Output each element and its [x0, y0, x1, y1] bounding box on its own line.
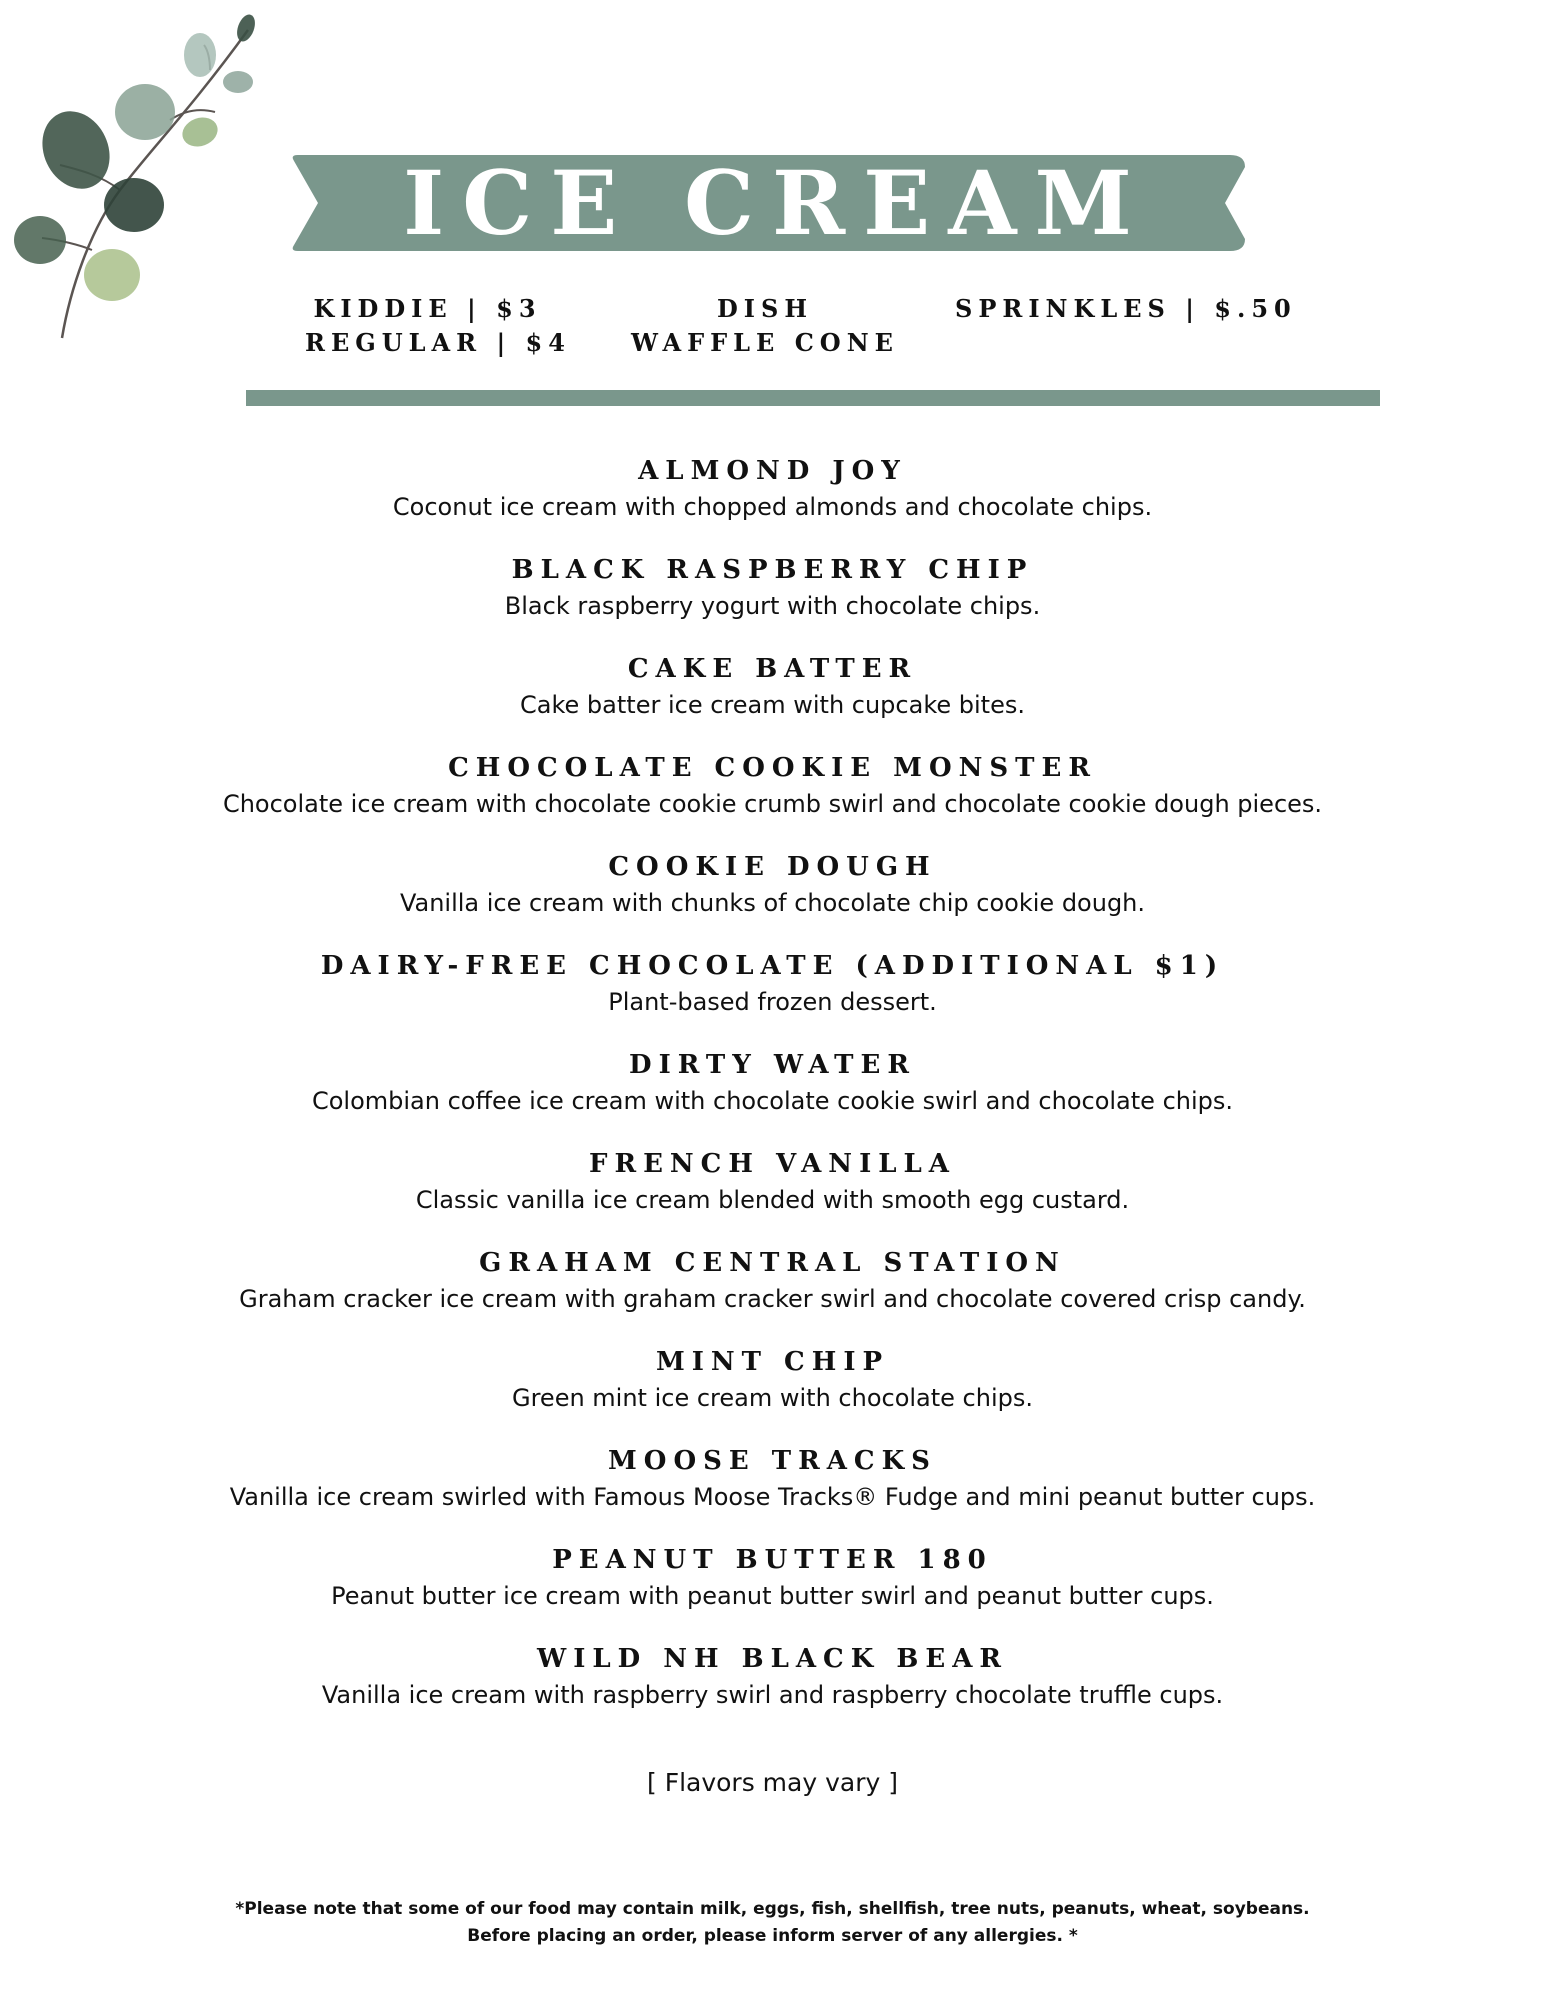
extra-prices: [955, 292, 1297, 326]
flavor-description: Chocolate ice cream with chocolate cookie crumb swirl and chocolate cookie dough pieces.: [222, 790, 1323, 818]
list-item: [150, 1343, 1395, 1442]
flavor-description: Black raspberry yogurt with chocolate chips.: [504, 592, 1041, 620]
disclaimer-line: Before placing an order, please inform server of any allergies. *: [467, 1926, 1078, 1946]
flavor-description: Classic vanilla ice cream blended with smooth egg custard.: [415, 1186, 1130, 1214]
list-item: [150, 650, 1395, 749]
flavor-name: CAKE BATTER: [627, 654, 918, 684]
list-item: [150, 1145, 1395, 1244]
list-item: [150, 551, 1395, 650]
vessel-waffle-cone: WAFFLE CONE: [631, 328, 899, 357]
page-title: ICE CREAM: [403, 151, 1150, 255]
flavor-name: BLACK RASPBERRY CHIP: [511, 555, 1034, 585]
list-item: [150, 452, 1395, 551]
flavor-description: Cake batter ice cream with cupcake bites.: [520, 691, 1025, 719]
flavor-name: MOOSE TRACKS: [608, 1446, 937, 1476]
flavor-name: ALMOND JOY: [638, 456, 907, 486]
flavor-description: Green mint ice cream with chocolate chips.: [511, 1384, 1033, 1412]
flavor-description: Colombian coffee ice cream with chocolate cookie swirl and chocolate chips.: [311, 1087, 1234, 1115]
flavor-name: CHOCOLATE COOKIE MONSTER: [448, 753, 1097, 783]
flavor-name: PEANUT BUTTER 180: [552, 1545, 993, 1575]
flavor-list: [150, 452, 1395, 1739]
list-item: [150, 947, 1395, 1046]
flavor-description: Graham cracker ice cream with graham cracker swirl and chocolate covered crisp candy.: [239, 1285, 1306, 1313]
flavor-description: Peanut butter ice cream with peanut butter swirl and peanut butter cups.: [331, 1582, 1214, 1610]
list-item: [150, 1640, 1395, 1739]
flavor-description: Plant-based frozen dessert.: [608, 988, 937, 1016]
price-sprinkles: SPRINKLES | $.50: [955, 294, 1297, 323]
flavor-description: Vanilla ice cream swirled with Famous Moose Tracks® Fudge and mini peanut butter cups.: [229, 1483, 1316, 1511]
vessel-options: [630, 292, 900, 360]
flavor-description: Vanilla ice cream with chunks of chocolate chip cookie dough.: [399, 889, 1146, 917]
list-item: [150, 1442, 1395, 1541]
price-regular: REGULAR | $4: [305, 328, 571, 357]
flavor-name: MINT CHIP: [655, 1347, 890, 1377]
flavor-description: Coconut ice cream with chopped almonds and chocolate chips.: [392, 493, 1153, 521]
list-item: [150, 1541, 1395, 1640]
vessel-dish: DISH: [716, 294, 814, 323]
flavor-name: COOKIE DOUGH: [608, 852, 937, 882]
size-prices: [305, 292, 571, 360]
title-banner: [290, 151, 1245, 255]
divider-bar: [246, 390, 1380, 406]
list-item: [150, 1244, 1395, 1343]
flavor-name: WILD NH BLACK BEAR: [537, 1644, 1008, 1674]
list-item: [150, 1046, 1395, 1145]
list-item: [150, 848, 1395, 947]
disclaimer-line: *Please note that some of our food may contain milk, eggs, fish, shellfish, tree nuts, peanuts, wheat, soybeans.: [235, 1899, 1310, 1919]
allergy-disclaimer: [0, 1896, 1545, 1950]
price-kiddie: KIDDIE | $3: [313, 294, 542, 323]
flavor-name: DAIRY-FREE CHOCOLATE (ADDITIONAL $1): [320, 951, 1225, 981]
flavor-description: Vanilla ice cream with raspberry swirl and raspberry chocolate truffle cups.: [321, 1681, 1224, 1709]
eucalyptus-leaf-illustration: [0, 0, 290, 350]
list-item: [150, 749, 1395, 848]
flavor-name: DIRTY WATER: [629, 1050, 916, 1080]
flavors-vary-note: [ Flavors may vary ]: [647, 1768, 898, 1797]
flavor-name: FRENCH VANILLA: [589, 1149, 956, 1179]
flavor-name: GRAHAM CENTRAL STATION: [479, 1248, 1066, 1278]
